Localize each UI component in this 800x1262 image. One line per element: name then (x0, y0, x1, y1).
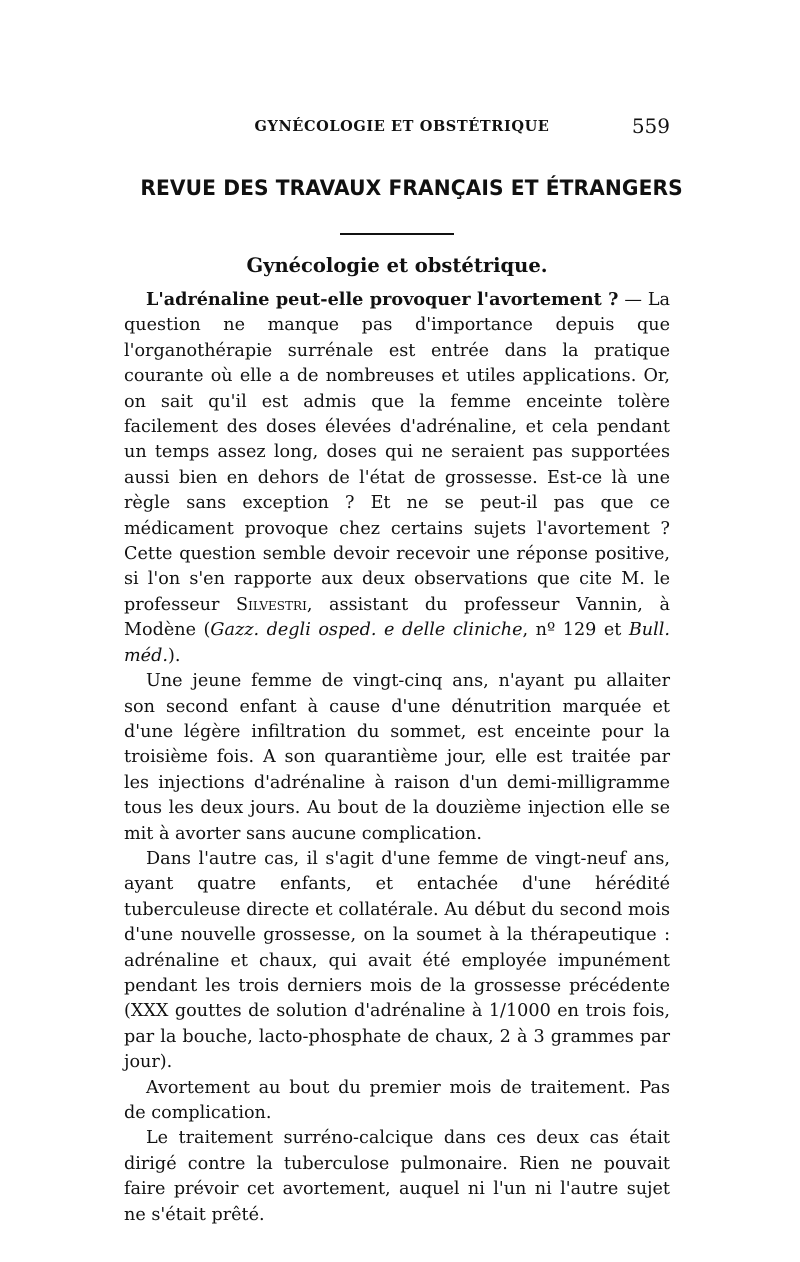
page-number: 559 (631, 114, 670, 138)
paragraph-1-text-a: — La question ne manque pas d'importance depuis que l'organothérapie surrénale est entrée dans la pratique courante où elle a de nombreuses et utiles applications. Or, on sait qu'il est admis que la femme enceinte tolère facilement des doses élevées d'adrénaline, et cela pendant un temps assez long, doses qui ne seraient pas supportées aussi bien en dehors de l'état de grossesse. Est-ce là une règle sans exception ? Et ne se peut-il pas que ce médicament provoque chez certains sujets l'avortement ? Cette question semble devoir recevoir une réponse positive, si l'on s'en rapporte aux deux observations que cite M. le professeur (124, 290, 670, 615)
author-name: Silvestri (236, 594, 307, 615)
subtitle: Gynécologie et obstétrique. (246, 254, 548, 277)
paragraph-3: Dans l'autre cas, il s'agit d'une femme de vingt-neuf ans, ayant quatre enfants, et entachée d'une hérédité tuberculeuse directe et collatérale. Au début du second mois d'une nouvelle grossesse, on la soumet à la thérapeutique : adrénaline et chaux, qui avait été employée impunément pendant les trois derniers mois de la grossesse précédente (XXX gouttes de solution d'adrénaline à 1/1000 en trois fois, par la bouche, lacto-phosphate de chaux, 2 à 3 grammes par jour). (124, 848, 670, 1073)
paragraph-1-text-c: , nº 129 et (522, 620, 629, 641)
paragraph-2: Une jeune femme de vingt-cinq ans, n'ayant pu allaiter son second enfant à cause d'une dénutrition marquée et d'une légère infiltration du sommet, est enceinte pour la troisième fois. A son quarantième jour, elle est traitée par les injections d'adrénaline à raison d'un demi-milligramme tous les deux jours. Au bout de la douzième injection elle se mit à avorter sans aucune complication. (124, 671, 670, 844)
title-rule (340, 233, 454, 235)
lead-heading: L'adrénaline peut-elle provoquer l'avortement ? (146, 289, 619, 310)
paragraph-1-text-d: ). (167, 645, 181, 666)
running-head (124, 112, 670, 142)
article-body (124, 287, 670, 1228)
paragraph-1 (124, 287, 670, 669)
journal-citation-1: Gazz. degli osped. e delle cliniche (210, 620, 523, 641)
paragraph-4: Avortement au bout du premier mois de traitement. Pas de complication. (124, 1077, 670, 1123)
book-page (124, 112, 683, 1228)
journal-citation-2: Bull. méd. (124, 620, 670, 666)
section-title: REVUE DES TRAVAUX FRANÇAIS ET ÉTRANGERS (140, 176, 683, 201)
paragraph-5: Le traitement surréno-calcique dans ces deux cas était dirigé contre la tuberculose pulmonaire. Rien ne pouvait faire prévoir cet avortement, auquel ni l'un ni l'autre sujet ne s'était prêté. (124, 1128, 670, 1225)
running-head-title: GYNÉCOLOGIE ET OBSTÉTRIQUE (254, 118, 550, 135)
paragraph-1-text-b: , assistant du professeur Vannin, à Modène ( (124, 594, 671, 641)
